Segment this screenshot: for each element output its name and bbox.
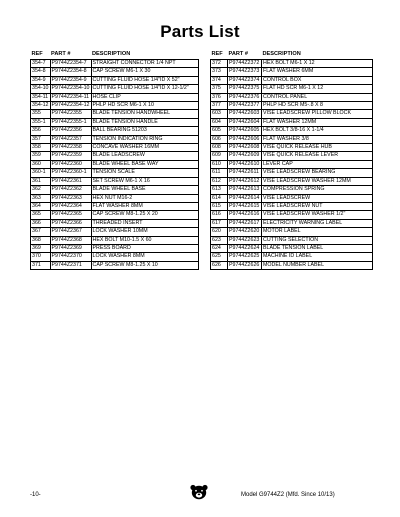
table-row <box>211 160 373 168</box>
ref-cell: 605 <box>211 127 228 135</box>
part-number-cell: P9744Z2374 <box>228 76 262 84</box>
part-number-cell: P9744Z2373 <box>228 68 262 76</box>
ref-cell: 608 <box>211 144 228 152</box>
table-row <box>211 93 373 101</box>
description-cell: VISE LEADSCREW NUT <box>262 202 373 210</box>
table-row <box>211 144 373 152</box>
part-number-cell: P9744Z2376 <box>228 93 262 101</box>
part-number-cell: P9744Z2355-1 <box>50 118 91 126</box>
part-number-cell: P9744Z2354-12 <box>51 102 90 109</box>
part-number-cell: P9744Z2611 <box>228 169 262 177</box>
ref-cell: 358 <box>31 144 51 152</box>
part-number-cell: P9744Z2620 <box>228 228 262 236</box>
table-row <box>31 102 199 110</box>
table-row <box>211 244 373 252</box>
ref-cell: 357 <box>31 135 51 143</box>
table-row <box>211 118 373 126</box>
part-number-cell: P9744Z2371 <box>50 261 91 269</box>
description-cell: HEX BOLT M6-1 X 12 <box>262 60 373 68</box>
table-row <box>211 60 373 68</box>
description-cell: FLAT WASHER 12MM <box>262 118 373 126</box>
table-row <box>31 93 199 101</box>
part-number-cell: P9744Z2357 <box>50 135 91 143</box>
ref-header: REF <box>211 51 223 57</box>
ref-cell: 373 <box>211 68 228 76</box>
ref-cell: 360 <box>31 160 51 168</box>
table-header-row <box>211 51 373 60</box>
ref-cell: 603 <box>211 110 228 118</box>
table-row <box>211 253 373 261</box>
part-header: PART # <box>51 51 71 57</box>
description-header: DESCRIPTION <box>92 51 131 57</box>
description-cell: BLADE TENSION LABEL <box>262 244 373 252</box>
description-cell: HEX NUT M16-2 <box>91 194 198 202</box>
ref-cell: 615 <box>211 202 228 210</box>
part-number-cell: P9744Z2354-8 <box>50 68 91 76</box>
ref-cell: 616 <box>211 211 228 219</box>
part-number-cell: P9744Z2615 <box>228 202 262 210</box>
ref-cell: 613 <box>211 186 228 194</box>
description-cell: MODEL NUMBER LABEL <box>262 261 373 269</box>
ref-cell: 614 <box>211 194 228 202</box>
description-cell: FLAT WASHER 8MM <box>91 202 198 210</box>
part-number-cell: P9744Z2364 <box>50 202 91 210</box>
part-number-cell: P9744Z2604 <box>228 118 262 126</box>
parts-table-left <box>30 51 199 270</box>
description-cell: CONTROL PANEL <box>262 93 373 101</box>
description-cell: MOTOR LABEL <box>262 228 373 236</box>
table-row <box>211 152 373 160</box>
part-number-cell: P9744Z2369 <box>50 244 91 252</box>
description-cell: VISE LEADSCREW <box>262 194 373 202</box>
description-cell: FLAT HD SCR M6-1 X 12 <box>262 85 373 93</box>
part-number-cell: P9744Z2361 <box>50 177 91 185</box>
ref-cell: 623 <box>211 236 228 244</box>
part-number-cell: P9744Z2354-7 <box>50 60 91 68</box>
description-cell: HEX BOLT 3/8-16 X 1-1/4 <box>262 127 373 135</box>
part-number-cell: P9744Z2358 <box>50 144 91 152</box>
part-header: PART # <box>228 51 248 57</box>
ref-cell: 354-12 <box>32 102 49 109</box>
description-cell: FLAT WASHER 6MM <box>262 68 373 76</box>
page-number: -10- <box>30 492 41 498</box>
table-row <box>211 85 373 93</box>
table-row <box>31 152 199 160</box>
description-cell: BLADE WHEEL BASE WAY <box>91 160 198 168</box>
description-cell: PHLP HD SCR M6-1 X 10 <box>91 102 198 110</box>
table-row <box>31 110 199 118</box>
model-footer: Model G9744Z2 (Mfd. Since 10/13) <box>241 492 335 498</box>
description-cell: SET SCREW M6-1 X 16 <box>91 177 198 185</box>
table-row <box>31 244 199 252</box>
description-cell: ELECTRICITY WARNING LABEL <box>262 219 373 227</box>
part-number-cell: P9744Z2625 <box>228 253 262 261</box>
part-number-cell: P9744Z2354-11 <box>51 93 90 100</box>
part-number-cell: P9744Z2612 <box>228 177 262 185</box>
part-number-cell: P9744Z2365 <box>50 211 91 219</box>
ref-cell: 361 <box>31 177 51 185</box>
table-row <box>211 194 373 202</box>
ref-cell: 606 <box>211 135 228 143</box>
description-cell: CUTTING SELECTION <box>262 236 373 244</box>
table-row <box>211 169 373 177</box>
ref-cell: 364 <box>31 202 51 210</box>
description-cell: TENSION INDICATION RING <box>91 135 198 143</box>
ref-cell: 354-10 <box>32 85 49 92</box>
table-row <box>31 211 199 219</box>
description-cell: BLADE TENSION HANDWHEEL <box>91 110 198 118</box>
part-number-cell: P9744Z2367 <box>50 228 91 236</box>
part-number-cell: P9744Z2355 <box>50 110 91 118</box>
ref-cell: 611 <box>211 169 228 177</box>
table-row <box>211 211 373 219</box>
description-cell: LEVER CAP <box>262 160 373 168</box>
description-cell: CONTROL BOX <box>262 76 373 84</box>
table-row <box>31 169 199 177</box>
table-row <box>211 186 373 194</box>
description-cell: TENSION SCALE <box>91 169 198 177</box>
description-cell: CONCAVE WASHER 16MM <box>91 144 198 152</box>
table-row <box>31 127 199 135</box>
description-cell: HOSE CLIP <box>91 93 198 101</box>
table-row <box>211 102 373 110</box>
table-row <box>31 135 199 143</box>
ref-cell: 609 <box>211 152 228 160</box>
ref-cell: 366 <box>31 219 51 227</box>
description-cell: LOCK WASHER 8MM <box>91 253 198 261</box>
description-cell: BALL BEARING 51203 <box>91 127 198 135</box>
table-row <box>211 202 373 210</box>
part-number-cell: P9744Z2360-1 <box>50 169 91 177</box>
table-row <box>211 68 373 76</box>
ref-cell: 367 <box>31 228 51 236</box>
part-number-cell: P9744Z2603 <box>228 110 262 118</box>
table-row <box>31 186 199 194</box>
ref-cell: 354-9 <box>31 76 51 84</box>
grizzly-bear-icon <box>189 484 209 500</box>
table-row <box>211 261 373 269</box>
ref-cell: 354-11 <box>32 93 49 100</box>
part-number-cell: P9744Z2624 <box>228 244 262 252</box>
ref-cell: 359 <box>31 152 51 160</box>
table-row <box>211 127 373 135</box>
description-cell: THREADED INSERT <box>91 219 198 227</box>
part-number-cell: P9744Z2372 <box>228 60 262 68</box>
description-cell: VISE QUICK RELEASE LEVER <box>262 152 373 160</box>
ref-header: REF <box>31 51 43 57</box>
table-header-row <box>31 51 199 60</box>
ref-cell: 625 <box>211 253 228 261</box>
description-cell: COMPRESSION SPRING <box>262 186 373 194</box>
ref-cell: 370 <box>31 253 51 261</box>
description-cell: CUTTING FLUID HOSE 1/4"ID X 12-1/2" <box>91 85 198 93</box>
description-cell: FLAT WASHER 3/8 <box>262 135 373 143</box>
table-row <box>31 76 199 84</box>
part-number-cell: P9744Z2626 <box>228 261 262 269</box>
description-cell: LOCK WASHER 10MM <box>91 228 198 236</box>
table-row <box>31 228 199 236</box>
table-row <box>31 60 199 68</box>
description-cell: VISE LEADSCREW WASHER 12MM <box>262 177 373 185</box>
table-row <box>31 253 199 261</box>
parts-table-right <box>210 51 373 270</box>
description-cell: CAP SCREW M8-1.25 X 10 <box>91 261 198 269</box>
table-row <box>31 194 199 202</box>
part-number-cell: P9744Z2366 <box>50 219 91 227</box>
ref-cell: 355-1 <box>31 118 51 126</box>
ref-cell: 365 <box>31 211 51 219</box>
part-number-cell: P9744Z2610 <box>228 160 262 168</box>
part-number-cell: P9744Z2616 <box>228 211 262 219</box>
part-number-cell: P9744Z2359 <box>50 152 91 160</box>
description-cell: VISE LEADSCREW BEARING <box>262 169 373 177</box>
part-number-cell: P9744Z2605 <box>228 127 262 135</box>
part-number-cell: P9744Z2375 <box>228 85 262 93</box>
description-cell: CAP SCREW M8-1.25 X 20 <box>91 211 198 219</box>
ref-cell: 376 <box>211 93 228 101</box>
ref-cell: 604 <box>211 118 228 126</box>
description-cell: CUTTING FLUID HOSE 1/4"ID X 52" <box>91 76 198 84</box>
description-cell: BLADE TENSION HANDLE <box>91 118 198 126</box>
description-cell: BLADE WHEEL BASE <box>91 186 198 194</box>
table-row <box>31 177 199 185</box>
ref-cell: 610 <box>211 160 228 168</box>
table-row <box>211 110 373 118</box>
table-row <box>211 236 373 244</box>
table-row <box>31 144 199 152</box>
part-number-cell: P9744Z2608 <box>228 144 262 152</box>
table-row <box>211 219 373 227</box>
description-cell: VISE LEADSCREW WASHER 1/2" <box>262 211 373 219</box>
part-number-cell: P9744Z2377 <box>228 102 262 110</box>
ref-cell: 371 <box>31 261 51 269</box>
part-number-cell: P9744Z2354-9 <box>50 76 91 84</box>
part-number-cell: P9744Z2614 <box>228 194 262 202</box>
page-title: Parts List <box>160 22 240 41</box>
ref-cell: 372 <box>211 60 228 68</box>
table-row <box>31 85 199 93</box>
ref-cell: 375 <box>211 85 228 93</box>
description-cell: HEX BOLT M10-1.5 X 60 <box>91 236 198 244</box>
description-cell: MACHINE ID LABEL <box>262 253 373 261</box>
table-row <box>31 68 199 76</box>
table-row <box>211 135 373 143</box>
description-cell: PHLP HD SCR M5-.8 X 8 <box>262 102 373 110</box>
ref-cell: 369 <box>31 244 51 252</box>
description-cell: STRAIGHT CONNECTOR 1/4 NPT <box>91 60 198 68</box>
part-number-cell: P9744Z2368 <box>50 236 91 244</box>
description-cell: BLADE LEADSCREW <box>91 152 198 160</box>
part-number-cell: P9744Z2356 <box>50 127 91 135</box>
ref-cell: 612 <box>211 177 228 185</box>
part-number-cell: P9744Z2370 <box>50 253 91 261</box>
table-row <box>211 76 373 84</box>
table-row <box>31 236 199 244</box>
ref-cell: 620 <box>211 228 228 236</box>
description-cell: PRESS BOARD <box>91 244 198 252</box>
description-cell: VISE QUICK RELEASE HUB <box>262 144 373 152</box>
part-number-cell: P9744Z2362 <box>50 186 91 194</box>
description-header: DESCRIPTION <box>262 51 301 57</box>
ref-cell: 363 <box>31 194 51 202</box>
part-number-cell: P9744Z2363 <box>50 194 91 202</box>
table-row <box>31 261 199 269</box>
part-number-cell: P9744Z2609 <box>228 152 262 160</box>
ref-cell: 354-8 <box>31 68 51 76</box>
table-row <box>211 177 373 185</box>
part-number-cell: P9744Z2606 <box>228 135 262 143</box>
ref-cell: 624 <box>211 244 228 252</box>
part-number-cell: P9744Z2613 <box>228 186 262 194</box>
table-row <box>31 202 199 210</box>
part-number-cell: P9744Z2617 <box>228 219 262 227</box>
ref-cell: 374 <box>211 76 228 84</box>
table-row <box>211 228 373 236</box>
ref-cell: 354-7 <box>31 60 51 68</box>
description-cell: CAP SCREW M6-1 X 30 <box>91 68 198 76</box>
ref-cell: 626 <box>211 261 228 269</box>
ref-cell: 355 <box>31 110 51 118</box>
part-number-cell: P9744Z2360 <box>50 160 91 168</box>
ref-cell: 377 <box>211 102 228 110</box>
ref-cell: 617 <box>211 219 228 227</box>
ref-cell: 356 <box>31 127 51 135</box>
description-cell: VISE LEADSCREW PILLOW BLOCK <box>262 110 373 118</box>
part-number-cell: P9744Z2623 <box>228 236 262 244</box>
table-row <box>31 160 199 168</box>
part-number-cell: P9744Z2354-10 <box>51 85 90 92</box>
table-row <box>31 118 199 126</box>
ref-cell: 368 <box>31 236 51 244</box>
ref-cell: 360-1 <box>31 169 51 177</box>
ref-cell: 362 <box>31 186 51 194</box>
table-row <box>31 219 199 227</box>
